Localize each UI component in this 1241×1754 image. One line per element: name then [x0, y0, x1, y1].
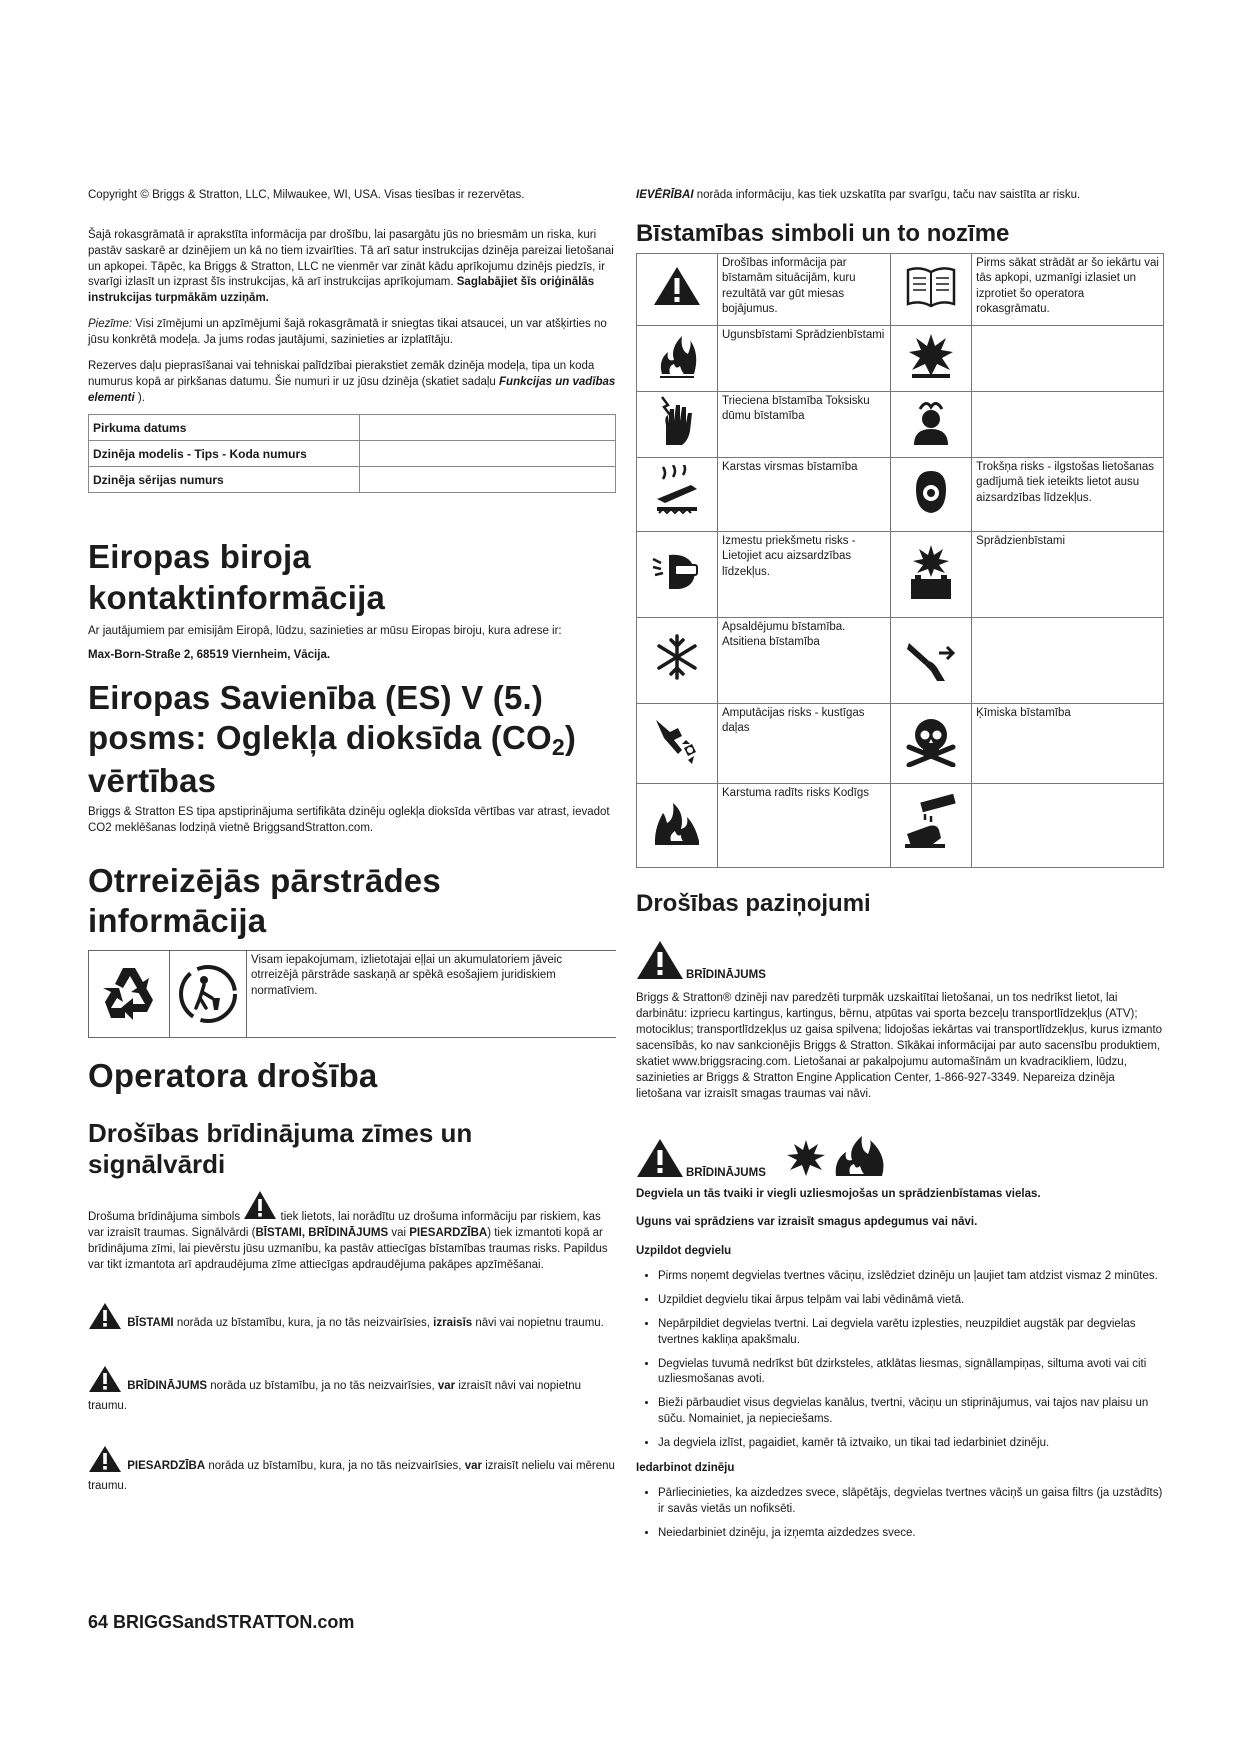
amputation-icon — [637, 703, 718, 783]
warning-definition: BRĪDINĀJUMS norāda uz bīstamību, ja no tās neizvairīsies, var izraisīt nāvi vai nopietnu traumu. — [88, 1365, 616, 1415]
list-item: • Bieži pārbaudiet visus degvielas kanālus, tvertni, vāciņu un stiprinājumus, vai tajos nav plaisu un sūču. Nomainiet, ja nepieciešams. — [658, 1396, 1164, 1428]
list-item: • Neiedarbiniet dzinēju, ja izņemta aizdedzes svece. — [658, 1526, 1164, 1542]
fueling-subheading: Uzpildot degvielu — [636, 1245, 732, 1258]
list-item: • Nepārpildiet degvielas tvertni. Lai degviela varētu izplesties, neuzpildiet augstāk par degvielas tvertnes kakliņa apakšmalu. — [658, 1317, 1164, 1349]
record-label: Dzinēja sērijas numurs — [89, 467, 360, 493]
eu-office-text: Ar jautājumiem par emisijām Eiropā, lūdzu, sazinieties ar mūsu Eiropas biroju, kura adrese ir: — [88, 624, 562, 637]
corrosive-icon — [891, 783, 972, 867]
fueling-list — [636, 1269, 1164, 1452]
warning-header: BRĪDINĀJUMS — [636, 1134, 1164, 1181]
note-paragraph: Piezīme: Visi zīmējumi un apzīmējumi šajā rokasgrāmatā ir sniegtas tikai atsaucei, un var atšķirties no jūsu konkrētā modeļa. Ja jums rodas jautājumi, sazinieties ar izplatītāju. — [88, 318, 607, 347]
chemical-skull-icon — [891, 703, 972, 783]
heat-fire-icon — [637, 783, 718, 867]
eu-office-heading: Eiropas biroja kontaktinformācija — [88, 538, 386, 616]
signal-words-heading: Drošības brīdinājuma zīmes un signālvārdi — [88, 1117, 473, 1179]
record-field[interactable] — [360, 415, 616, 441]
operator-safety-heading: Operatora drošība — [88, 1056, 378, 1094]
table-row: Apsaldējumu bīstamība. Atsitiena bīstamība — [637, 617, 1164, 703]
manual-book-icon — [891, 253, 972, 325]
signal-words-paragraph: Drošuma brīdinājuma simbols tiek lietots, lai norādītu uz drošuma informāciju par riskiem, kas var izraisīt traumas. Signālvārdi (BĪSTAMI, BRĪDINĀJUMS vai PIESARDZĪBA) tiek izmantoti kopā ar brīdinājuma zīmi, lai pievērstu jūsu uzmanību, ka pastāv attiecīgas bīstamības traumas risks. Papildus var tikt izmantota arī apdraudējuma zīme attiecīgas apdraudējuma pakāpes apzīmēšanai. — [88, 1190, 616, 1273]
table-row — [89, 441, 616, 467]
tidyman-recycle-icon — [170, 951, 247, 1037]
section-reference-link[interactable]: Funkcijas un vadības elementi — [88, 375, 616, 404]
starting-list — [636, 1486, 1164, 1542]
safety-alert-icon — [636, 940, 684, 983]
list-item: • Pārliecinieties, ka aizdedzes svece, slāpētājs, degvielas tvertnes vāciņš un gaisa filtrs (ja uzstādīts) ir savās vietās un nofiksēti. — [658, 1486, 1164, 1518]
danger-definition: BĪSTAMI norāda uz bīstamību, kura, ja no tās neizvairīsies, izraisīs nāvi vai nopietnu traumu. — [88, 1302, 616, 1336]
safety-alert-icon — [88, 1445, 122, 1479]
list-item: • Degvielas tuvumā nedrīkst būt dzirksteles, atklātas liesmas, signāllampiņas, siltuma avoti vai citi uzliesmošanas avoti. — [658, 1357, 1164, 1389]
list-item: • Ja degviela izlīst, pagaidiet, kamēr tā iztvaiko, un tikai tad iedarbiniet dzinēju. — [658, 1436, 1164, 1452]
fuel-warning-line1: Degviela un tās tvaiki ir viegli uzliesmojošas un sprādzienbīstamas vielas. — [636, 1188, 1041, 1201]
fire-hazard-icon — [637, 325, 718, 391]
safety-alert-icon — [243, 1211, 277, 1223]
notice-definition: IEVĒRĪBAI norāda informāciju, kas tiek uzskatīta par svarīgu, taču nav saistīta ar risku. — [636, 189, 1081, 201]
caution-definition: PIESARDZĪBA norāda uz bīstamību, kura, ja no tās neizvairīsies, var izraisīt nelielu vai mērenu traumu. — [88, 1445, 616, 1495]
table-row: Amputācijas risks - kustīgas daļas Ķīmiska bīstamība — [637, 703, 1164, 783]
toxic-fumes-icon — [891, 391, 972, 457]
fire-hazard-icon — [832, 1134, 890, 1181]
safety-alert-icon — [637, 253, 718, 325]
starting-subheading: Iedarbinot dzinēju — [636, 1461, 735, 1474]
fuel-warning-line2: Uguns vai sprādziens var izraisīt smagus apdegumus vai nāvi. — [636, 1216, 978, 1229]
safety-alert-icon — [88, 1365, 122, 1399]
kickback-icon — [891, 617, 972, 703]
recycling-box — [88, 950, 616, 1038]
recycling-text: Visam iepakojumam, izlietotajai eļļai un akumulatoriem jāveic otrreizējā pārstrāde saskaņā ar spēkā esošajiem juridiskiem normatīviem. — [251, 953, 563, 998]
frostbite-icon — [637, 617, 718, 703]
eu-co2-heading: Eiropas Savienība (ES) V (5.) posms: Oglekļa dioksīda $(CO_2)$ vērtības — [88, 678, 577, 800]
warning-text-applications: Briggs & Stratton® dzinēji nav paredzēti turpmāk uzskaitītai lietošanai, un tos nedrīkst lietot, lai darbinātu: izpriecu kartingus, kartingus, bērnu, atpūtas vai sporta bezceļu transportlīdzekļus (ATV); motociklus; transportlīdzekļus uz gaisa spilvena; lidojošas iekārtas vai transportlīdzekļus, kurus izmanto sacensībās, ko nav sankcionējis Briggs & Stratton. Sīkākai informācijai par auto sacensību produktiem, skatiet www.briggsracing.com. Lietošanai ar pakalpojumu automašīnām un kvadracikliem, lūdzu, sazinieties ar Briggs & Stratton Engine Application Center, 1-866-927-3349. Nepareiza dzinēja lietošana var izraisīt smagas traumas vai nāvi. — [636, 992, 1163, 1100]
copyright-text: Copyright © Briggs & Stratton, LLC, Milwaukee, WI, USA. Visas tiesības ir rezervētas. — [88, 189, 525, 201]
hazard-symbols-heading: Bīstamības simboli un to nozīme — [636, 219, 1010, 247]
hot-surface-icon — [637, 457, 718, 531]
warning-header: BRĪDINĀJUMS — [636, 940, 1164, 983]
safety-notices-heading: Drošības paziņojumi — [636, 889, 871, 917]
explosion-icon — [784, 1138, 828, 1181]
recycle-arrows-icon — [88, 951, 170, 1037]
hearing-protection-icon — [891, 457, 972, 531]
hazard-symbols-table — [636, 253, 1164, 868]
table-row: Trieciena bīstamība Toksisku dūmu bīstamība — [637, 391, 1164, 457]
table-row: Drošības informācija par bīstamām situācijām, kuru rezultātā var gūt miesas bojājumus. Pirms sākat strādāt ar šo iekārtu vai tās apkopi, uzmanīgi izlasiet un izprotiet šo operatora rokasgrāmatu. — [637, 253, 1164, 325]
record-label: Dzinēja modelis - Tips - Koda numurs — [89, 441, 360, 467]
recycling-heading: Otrreizējās pārstrādes informācija — [88, 862, 441, 940]
table-row: Karstuma radīts risks Kodīgs — [637, 783, 1164, 867]
safety-alert-icon — [88, 1302, 122, 1336]
table-row: Karstas virsmas bīstamība Trokšņa risks - ilgstošas lietošanas gadījumā tiek ieteikts lietot ausu aizsardzības līdzekļus. — [637, 457, 1164, 531]
right-column — [636, 188, 1164, 1550]
record-label: Pirkuma datums — [89, 415, 360, 441]
intro-paragraph: Šajā rokasgrāmatā ir aprakstīta informācija par drošību, lai pasargātu jūs no briesmām un riska, kuri pastāv saskarē ar dzinējiem un kā no tiem izvairīties. Tā arī satur instrukcijas dzinēja pareizai lietošanai un apkopei. Tāpēc, ka Briggs & Stratton, LLC ne vienmēr var zināt kādu aprīkojumu dzinējs piedzīs, ir svarīgi izlasīt un izprast šīs instrukcijas, kā arī instrukcijas aprīkojumam. Saglabājiet šīs oriģinālās instrukcijas turpmākām uzziņām. — [88, 228, 614, 305]
record-table — [88, 414, 616, 493]
table-row — [89, 467, 616, 493]
table-row: Izmestu priekšmetu risks - Lietojiet acu aizsardzības līdzekļus. Sprādzienbīstami — [637, 531, 1164, 617]
electric-shock-icon — [637, 391, 718, 457]
left-column — [88, 188, 616, 1495]
record-field[interactable] — [360, 441, 616, 467]
page-footer: 64 BRIGGSandSTRATTON.com — [88, 1612, 355, 1632]
table-row: Ugunsbīstami Sprādzienbīstami — [637, 325, 1164, 391]
eu-co2-text: Briggs & Stratton ES tipa apstiprinājuma sertifikāta dzinēju oglekļa dioksīda vērtības var atrast, ievadot CO2 meklēšanas lodziņā vietnē BriggsandStratton.com. — [88, 806, 610, 835]
eu-office-address: Max-Born-Straße 2, 68519 Viernheim, Vācija. — [88, 648, 331, 661]
safety-alert-icon — [636, 1138, 684, 1181]
eye-protection-icon — [637, 531, 718, 617]
explosion-icon — [891, 325, 972, 391]
list-item: • Pirms noņemt degvielas tvertnes vāciņu, izslēdziet dzinēju un ļaujiet tam atdzist vismaz 2 minūtes. — [658, 1269, 1164, 1285]
list-item: • Uzpildiet degvielu tikai ārpus telpām vai labi vēdināmā vietā. — [658, 1293, 1164, 1309]
parts-paragraph: Rezerves daļu pieprasīšanai vai tehniskai palīdzībai pierakstiet zemāk dzinēja modeļa, tipa un koda numurus kopā ar pirkšanas datumu. Šie numuri ir uz jūsu dzinēja (skatiet sadaļu Funkcijas un vadības elementi ). — [88, 359, 616, 404]
record-field[interactable] — [360, 467, 616, 493]
battery-explosion-icon — [891, 531, 972, 617]
table-row — [89, 415, 616, 441]
